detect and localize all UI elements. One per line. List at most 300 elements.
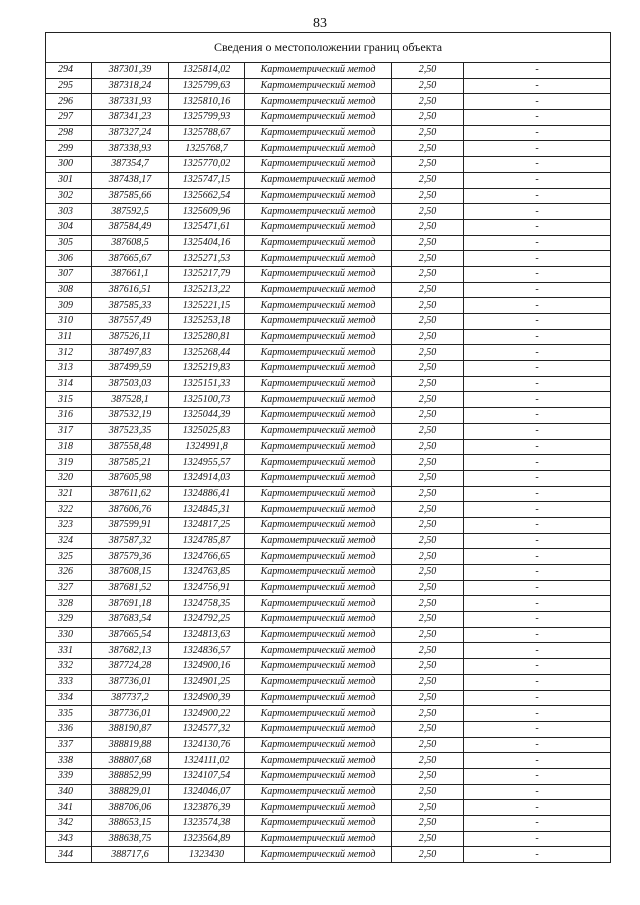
table-row — [46, 94, 611, 110]
method-cell: Картометрический метод — [245, 800, 392, 816]
accuracy-cell: 2,50 — [392, 204, 464, 220]
method-cell: Картометрический метод — [245, 580, 392, 596]
point-number-cell: 330 — [46, 627, 92, 643]
description-cell: - — [464, 721, 611, 737]
accuracy-cell: 2,50 — [392, 376, 464, 392]
accuracy-cell: 2,50 — [392, 533, 464, 549]
method-cell: Картометрический метод — [245, 439, 392, 455]
y-coordinate-cell: 1325814,02 — [169, 63, 245, 79]
y-coordinate-cell: 1324914,03 — [169, 470, 245, 486]
y-coordinate-cell: 1325044,39 — [169, 408, 245, 424]
point-number-cell: 334 — [46, 690, 92, 706]
table-row — [46, 517, 611, 533]
description-cell: - — [464, 831, 611, 847]
method-cell: Картометрический метод — [245, 612, 392, 628]
description-cell: - — [464, 172, 611, 188]
method-cell: Картометрический метод — [245, 298, 392, 314]
description-cell: - — [464, 408, 611, 424]
table-row — [46, 486, 611, 502]
x-coordinate-cell: 388819,88 — [92, 737, 169, 753]
accuracy-cell: 2,50 — [392, 251, 464, 267]
x-coordinate-cell: 387585,33 — [92, 298, 169, 314]
method-cell: Картометрический метод — [245, 659, 392, 675]
table-row — [46, 737, 611, 753]
method-cell: Картометрический метод — [245, 627, 392, 643]
x-coordinate-cell: 387526,11 — [92, 329, 169, 345]
table-row — [46, 455, 611, 471]
x-coordinate-cell: 388706,06 — [92, 800, 169, 816]
point-number-cell: 327 — [46, 580, 92, 596]
accuracy-cell: 2,50 — [392, 439, 464, 455]
method-cell: Картометрический метод — [245, 690, 392, 706]
point-number-cell: 320 — [46, 470, 92, 486]
method-cell: Картометрический метод — [245, 125, 392, 141]
description-cell: - — [464, 204, 611, 220]
table-row — [46, 408, 611, 424]
table-row — [46, 580, 611, 596]
method-cell: Картометрический метод — [245, 816, 392, 832]
accuracy-cell: 2,50 — [392, 486, 464, 502]
method-cell: Картометрический метод — [245, 831, 392, 847]
accuracy-cell: 2,50 — [392, 266, 464, 282]
x-coordinate-cell: 388717,6 — [92, 847, 169, 863]
x-coordinate-cell: 387528,1 — [92, 392, 169, 408]
point-number-cell: 315 — [46, 392, 92, 408]
point-number-cell: 343 — [46, 831, 92, 847]
accuracy-cell: 2,50 — [392, 282, 464, 298]
table-row — [46, 549, 611, 565]
description-cell: - — [464, 816, 611, 832]
y-coordinate-cell: 1324763,85 — [169, 565, 245, 581]
method-cell: Картометрический метод — [245, 768, 392, 784]
table-row — [46, 627, 611, 643]
point-number-cell: 338 — [46, 753, 92, 769]
table-row — [46, 266, 611, 282]
method-cell: Картометрический метод — [245, 596, 392, 612]
accuracy-cell: 2,50 — [392, 314, 464, 330]
x-coordinate-cell: 388638,75 — [92, 831, 169, 847]
y-coordinate-cell: 1325217,79 — [169, 266, 245, 282]
method-cell: Картометрический метод — [245, 157, 392, 173]
point-number-cell: 303 — [46, 204, 92, 220]
accuracy-cell: 2,50 — [392, 94, 464, 110]
table-row — [46, 470, 611, 486]
table-row — [46, 219, 611, 235]
point-number-cell: 316 — [46, 408, 92, 424]
point-number-cell: 318 — [46, 439, 92, 455]
method-cell: Картометрический метод — [245, 345, 392, 361]
table-row — [46, 533, 611, 549]
y-coordinate-cell: 1325770,02 — [169, 157, 245, 173]
x-coordinate-cell: 387497,83 — [92, 345, 169, 361]
accuracy-cell: 2,50 — [392, 706, 464, 722]
method-cell: Картометрический метод — [245, 392, 392, 408]
x-coordinate-cell: 387503,03 — [92, 376, 169, 392]
x-coordinate-cell: 387587,32 — [92, 533, 169, 549]
table-row — [46, 800, 611, 816]
method-cell: Картометрический метод — [245, 78, 392, 94]
y-coordinate-cell: 1325100,73 — [169, 392, 245, 408]
y-coordinate-cell: 1325253,18 — [169, 314, 245, 330]
y-coordinate-cell: 1325268,44 — [169, 345, 245, 361]
x-coordinate-cell: 387579,36 — [92, 549, 169, 565]
description-cell: - — [464, 219, 611, 235]
table-row — [46, 690, 611, 706]
description-cell: - — [464, 533, 611, 549]
table-row — [46, 376, 611, 392]
x-coordinate-cell: 387683,54 — [92, 612, 169, 628]
x-coordinate-cell: 387736,01 — [92, 706, 169, 722]
point-number-cell: 341 — [46, 800, 92, 816]
y-coordinate-cell: 1325471,61 — [169, 219, 245, 235]
description-cell: - — [464, 612, 611, 628]
description-cell: - — [464, 282, 611, 298]
point-number-cell: 331 — [46, 643, 92, 659]
point-number-cell: 301 — [46, 172, 92, 188]
x-coordinate-cell: 387665,54 — [92, 627, 169, 643]
method-cell: Картометрический метод — [245, 533, 392, 549]
accuracy-cell: 2,50 — [392, 408, 464, 424]
y-coordinate-cell: 1324900,39 — [169, 690, 245, 706]
method-cell: Картометрический метод — [245, 110, 392, 126]
point-number-cell: 340 — [46, 784, 92, 800]
accuracy-cell: 2,50 — [392, 627, 464, 643]
x-coordinate-cell: 387585,66 — [92, 188, 169, 204]
method-cell: Картометрический метод — [245, 486, 392, 502]
x-coordinate-cell: 387499,59 — [92, 361, 169, 377]
accuracy-cell: 2,50 — [392, 470, 464, 486]
method-cell: Картометрический метод — [245, 847, 392, 863]
point-number-cell: 306 — [46, 251, 92, 267]
point-number-cell: 310 — [46, 314, 92, 330]
method-cell: Картометрический метод — [245, 737, 392, 753]
table-row — [46, 439, 611, 455]
accuracy-cell: 2,50 — [392, 800, 464, 816]
description-cell: - — [464, 329, 611, 345]
description-cell: - — [464, 580, 611, 596]
table-row — [46, 298, 611, 314]
x-coordinate-cell: 387532,19 — [92, 408, 169, 424]
table-row — [46, 643, 611, 659]
description-cell: - — [464, 502, 611, 518]
x-coordinate-cell: 387523,35 — [92, 423, 169, 439]
accuracy-cell: 2,50 — [392, 141, 464, 157]
accuracy-cell: 2,50 — [392, 753, 464, 769]
table-row — [46, 706, 611, 722]
x-coordinate-cell: 387608,5 — [92, 235, 169, 251]
description-cell: - — [464, 549, 611, 565]
y-coordinate-cell: 1324955,57 — [169, 455, 245, 471]
point-number-cell: 329 — [46, 612, 92, 628]
x-coordinate-cell: 387585,21 — [92, 455, 169, 471]
point-number-cell: 298 — [46, 125, 92, 141]
x-coordinate-cell: 387301,39 — [92, 63, 169, 79]
accuracy-cell: 2,50 — [392, 392, 464, 408]
table-row — [46, 816, 611, 832]
accuracy-cell: 2,50 — [392, 580, 464, 596]
method-cell: Картометрический метод — [245, 266, 392, 282]
description-cell: - — [464, 314, 611, 330]
method-cell: Картометрический метод — [245, 502, 392, 518]
table-header-row — [46, 33, 611, 63]
accuracy-cell: 2,50 — [392, 172, 464, 188]
accuracy-cell: 2,50 — [392, 517, 464, 533]
description-cell: - — [464, 345, 611, 361]
description-cell: - — [464, 768, 611, 784]
description-cell: - — [464, 235, 611, 251]
table-row — [46, 188, 611, 204]
x-coordinate-cell: 387438,17 — [92, 172, 169, 188]
y-coordinate-cell: 1325799,93 — [169, 110, 245, 126]
table-row — [46, 110, 611, 126]
x-coordinate-cell: 387327,24 — [92, 125, 169, 141]
x-coordinate-cell: 388829,01 — [92, 784, 169, 800]
accuracy-cell: 2,50 — [392, 549, 464, 565]
point-number-cell: 326 — [46, 565, 92, 581]
table-row — [46, 392, 611, 408]
method-cell: Картометрический метод — [245, 549, 392, 565]
accuracy-cell: 2,50 — [392, 63, 464, 79]
x-coordinate-cell: 387558,48 — [92, 439, 169, 455]
description-cell: - — [464, 627, 611, 643]
y-coordinate-cell: 1324792,25 — [169, 612, 245, 628]
point-number-cell: 328 — [46, 596, 92, 612]
table-row — [46, 659, 611, 675]
y-coordinate-cell: 1324758,35 — [169, 596, 245, 612]
point-number-cell: 323 — [46, 517, 92, 533]
table-row — [46, 204, 611, 220]
accuracy-cell: 2,50 — [392, 721, 464, 737]
y-coordinate-cell: 1324107,54 — [169, 768, 245, 784]
description-cell: - — [464, 486, 611, 502]
description-cell: - — [464, 423, 611, 439]
description-cell: - — [464, 188, 611, 204]
method-cell: Картометрический метод — [245, 235, 392, 251]
table-row — [46, 251, 611, 267]
accuracy-cell: 2,50 — [392, 329, 464, 345]
accuracy-cell: 2,50 — [392, 643, 464, 659]
point-number-cell: 339 — [46, 768, 92, 784]
description-cell: - — [464, 784, 611, 800]
method-cell: Картометрический метод — [245, 721, 392, 737]
accuracy-cell: 2,50 — [392, 423, 464, 439]
x-coordinate-cell: 387557,49 — [92, 314, 169, 330]
method-cell: Картометрический метод — [245, 706, 392, 722]
accuracy-cell: 2,50 — [392, 816, 464, 832]
table-row — [46, 329, 611, 345]
table-row — [46, 141, 611, 157]
x-coordinate-cell: 387724,28 — [92, 659, 169, 675]
y-coordinate-cell: 1324900,16 — [169, 659, 245, 675]
y-coordinate-cell: 1325151,33 — [169, 376, 245, 392]
table-row — [46, 361, 611, 377]
y-coordinate-cell: 1325768,7 — [169, 141, 245, 157]
method-cell: Картометрический метод — [245, 94, 392, 110]
method-cell: Картометрический метод — [245, 455, 392, 471]
y-coordinate-cell: 1325025,83 — [169, 423, 245, 439]
description-cell: - — [464, 674, 611, 690]
y-coordinate-cell: 1324900,22 — [169, 706, 245, 722]
y-coordinate-cell: 1324901,25 — [169, 674, 245, 690]
description-cell: - — [464, 596, 611, 612]
description-cell: - — [464, 659, 611, 675]
x-coordinate-cell: 387691,18 — [92, 596, 169, 612]
method-cell: Картометрический метод — [245, 408, 392, 424]
description-cell: - — [464, 706, 611, 722]
x-coordinate-cell: 387599,91 — [92, 517, 169, 533]
x-coordinate-cell: 388852,99 — [92, 768, 169, 784]
method-cell: Картометрический метод — [245, 329, 392, 345]
description-cell: - — [464, 251, 611, 267]
point-number-cell: 344 — [46, 847, 92, 863]
accuracy-cell: 2,50 — [392, 768, 464, 784]
point-number-cell: 305 — [46, 235, 92, 251]
accuracy-cell: 2,50 — [392, 659, 464, 675]
y-coordinate-cell: 1325799,63 — [169, 78, 245, 94]
point-number-cell: 311 — [46, 329, 92, 345]
method-cell: Картометрический метод — [245, 172, 392, 188]
y-coordinate-cell: 1324130,76 — [169, 737, 245, 753]
table-row — [46, 565, 611, 581]
x-coordinate-cell: 388190,87 — [92, 721, 169, 737]
method-cell: Картометрический метод — [245, 219, 392, 235]
accuracy-cell: 2,50 — [392, 219, 464, 235]
description-cell: - — [464, 470, 611, 486]
y-coordinate-cell: 1324577,32 — [169, 721, 245, 737]
table-row — [46, 125, 611, 141]
point-number-cell: 304 — [46, 219, 92, 235]
accuracy-cell: 2,50 — [392, 831, 464, 847]
x-coordinate-cell: 387584,49 — [92, 219, 169, 235]
method-cell: Картометрический метод — [245, 565, 392, 581]
point-number-cell: 309 — [46, 298, 92, 314]
point-number-cell: 294 — [46, 63, 92, 79]
page-number: 83 — [313, 16, 327, 31]
x-coordinate-cell: 388807,68 — [92, 753, 169, 769]
point-number-cell: 325 — [46, 549, 92, 565]
description-cell: - — [464, 266, 611, 282]
x-coordinate-cell: 387605,98 — [92, 470, 169, 486]
y-coordinate-cell: 1325788,67 — [169, 125, 245, 141]
table-row — [46, 423, 611, 439]
accuracy-cell: 2,50 — [392, 784, 464, 800]
method-cell: Картометрический метод — [245, 784, 392, 800]
accuracy-cell: 2,50 — [392, 455, 464, 471]
y-coordinate-cell: 1325213,22 — [169, 282, 245, 298]
method-cell: Картометрический метод — [245, 141, 392, 157]
table-body — [46, 33, 611, 863]
y-coordinate-cell: 1324785,87 — [169, 533, 245, 549]
y-coordinate-cell: 1325609,96 — [169, 204, 245, 220]
accuracy-cell: 2,50 — [392, 565, 464, 581]
point-number-cell: 342 — [46, 816, 92, 832]
y-coordinate-cell: 1325404,16 — [169, 235, 245, 251]
table-row — [46, 502, 611, 518]
method-cell: Картометрический метод — [245, 423, 392, 439]
method-cell: Картометрический метод — [245, 376, 392, 392]
y-coordinate-cell: 1324836,57 — [169, 643, 245, 659]
x-coordinate-cell: 387682,13 — [92, 643, 169, 659]
x-coordinate-cell: 387611,62 — [92, 486, 169, 502]
accuracy-cell: 2,50 — [392, 612, 464, 628]
point-number-cell: 322 — [46, 502, 92, 518]
y-coordinate-cell: 1323564,89 — [169, 831, 245, 847]
y-coordinate-cell: 1325271,53 — [169, 251, 245, 267]
table-row — [46, 282, 611, 298]
x-coordinate-cell: 387606,76 — [92, 502, 169, 518]
accuracy-cell: 2,50 — [392, 674, 464, 690]
accuracy-cell: 2,50 — [392, 847, 464, 863]
point-number-cell: 333 — [46, 674, 92, 690]
point-number-cell: 300 — [46, 157, 92, 173]
accuracy-cell: 2,50 — [392, 690, 464, 706]
description-cell: - — [464, 141, 611, 157]
y-coordinate-cell: 1325280,81 — [169, 329, 245, 345]
accuracy-cell: 2,50 — [392, 125, 464, 141]
point-number-cell: 319 — [46, 455, 92, 471]
description-cell: - — [464, 392, 611, 408]
point-number-cell: 336 — [46, 721, 92, 737]
x-coordinate-cell: 387681,52 — [92, 580, 169, 596]
description-cell: - — [464, 63, 611, 79]
accuracy-cell: 2,50 — [392, 188, 464, 204]
table-row — [46, 612, 611, 628]
point-number-cell: 324 — [46, 533, 92, 549]
y-coordinate-cell: 1324756,91 — [169, 580, 245, 596]
description-cell: - — [464, 110, 611, 126]
table-row — [46, 753, 611, 769]
method-cell: Картометрический метод — [245, 517, 392, 533]
table-row — [46, 345, 611, 361]
x-coordinate-cell: 387341,23 — [92, 110, 169, 126]
y-coordinate-cell: 1324991,8 — [169, 439, 245, 455]
y-coordinate-cell: 1324766,65 — [169, 549, 245, 565]
accuracy-cell: 2,50 — [392, 596, 464, 612]
table-row — [46, 674, 611, 690]
y-coordinate-cell: 1324046,07 — [169, 784, 245, 800]
y-coordinate-cell: 1323430 — [169, 847, 245, 863]
accuracy-cell: 2,50 — [392, 737, 464, 753]
description-cell: - — [464, 125, 611, 141]
description-cell: - — [464, 847, 611, 863]
boundary-coordinates-table — [45, 32, 611, 863]
description-cell: - — [464, 94, 611, 110]
description-cell: - — [464, 737, 611, 753]
method-cell: Картометрический метод — [245, 470, 392, 486]
x-coordinate-cell: 387608,15 — [92, 565, 169, 581]
y-coordinate-cell: 1325662,54 — [169, 188, 245, 204]
point-number-cell: 299 — [46, 141, 92, 157]
point-number-cell: 313 — [46, 361, 92, 377]
description-cell: - — [464, 565, 611, 581]
method-cell: Картометрический метод — [245, 282, 392, 298]
description-cell: - — [464, 455, 611, 471]
method-cell: Картометрический метод — [245, 643, 392, 659]
description-cell: - — [464, 157, 611, 173]
y-coordinate-cell: 1325810,16 — [169, 94, 245, 110]
y-coordinate-cell: 1324817,25 — [169, 517, 245, 533]
y-coordinate-cell: 1324886,41 — [169, 486, 245, 502]
x-coordinate-cell: 387318,24 — [92, 78, 169, 94]
method-cell: Картометрический метод — [245, 314, 392, 330]
method-cell: Картометрический метод — [245, 674, 392, 690]
table-row — [46, 721, 611, 737]
accuracy-cell: 2,50 — [392, 502, 464, 518]
point-number-cell: 332 — [46, 659, 92, 675]
y-coordinate-cell: 1324111,02 — [169, 753, 245, 769]
x-coordinate-cell: 387736,01 — [92, 674, 169, 690]
description-cell: - — [464, 439, 611, 455]
